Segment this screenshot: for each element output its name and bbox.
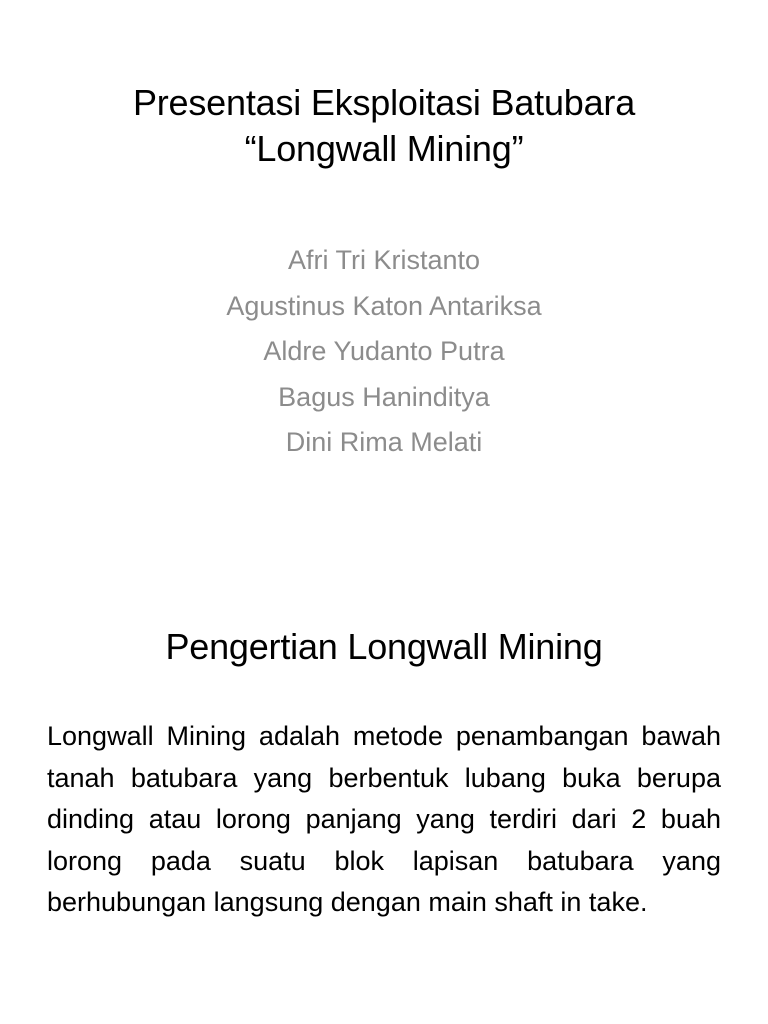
author-name: Agustinus Katon Antariksa: [226, 290, 542, 321]
slide-definition: [0, 512, 768, 1024]
definition-heading: Pengertian Longwall Mining: [165, 626, 603, 667]
definition-paragraph: Longwall Mining adalah metode penambangan bawah tanah batubara yang berbentuk lubang buka berupa dinding atau lorong panjang yang terdiri dari 2 buah lorong pada suatu blok lapisan batubara yang berhubungan langsung dengan main shaft in take.: [47, 721, 721, 917]
author-name: Afri Tri Kristanto: [287, 245, 481, 275]
author-name: Aldre Yudanto Putra: [263, 336, 505, 366]
author-name: Bagus Haninditya: [278, 381, 490, 412]
author-name: Dini Rima Melati: [285, 427, 483, 457]
slide-title-heading: [20, 80, 748, 172]
title-line-2: “Longwall Mining”: [244, 128, 524, 169]
title-line-1: Presentasi Eksploitasi Batubara: [132, 82, 636, 123]
author-list: [20, 238, 748, 466]
